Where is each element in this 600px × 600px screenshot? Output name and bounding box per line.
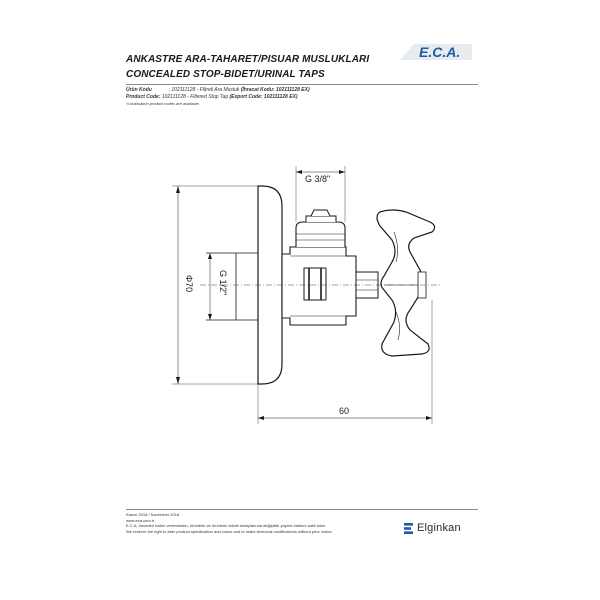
dim-60: 60 xyxy=(339,406,350,416)
elginkan-text: Elginkan xyxy=(417,522,461,534)
dim-g12: G 1/2" xyxy=(218,270,228,296)
code-value-tr: : 102111128 - Filtreli Ara Musluk xyxy=(168,87,240,93)
footer-date: Kasım 2018 / November 2018 xyxy=(126,512,180,517)
dim-g38: G 3/8" xyxy=(305,174,331,184)
footer-note-en: We reserve the right to alter product specification and colors and to make technical modifications without prior notice. xyxy=(126,528,333,534)
code-label-tr: Ürün Kodu xyxy=(126,87,152,93)
dim-phi70: Φ70 xyxy=(184,275,194,293)
code-export-tr: (İhracat Kodu: 102111128 EX) xyxy=(240,87,310,93)
title-tr: ANKASTRE ARA-TAHARET/PISUAR MUSLUKLARI xyxy=(126,54,370,65)
eca-logo-text: E.C.A. xyxy=(419,44,461,60)
top-outlet xyxy=(296,222,345,247)
title-en: CONCEALED STOP-BIDET/URINAL TAPS xyxy=(126,69,325,80)
elginkan-logo xyxy=(404,521,461,535)
footer-url: www.eca.com.tr xyxy=(126,517,155,523)
code-label-en: Product Code: xyxy=(126,94,161,100)
footer-note-tr: E.C.A. önceden haber vermeksizin, ürünlerin ve ürünlerin teknik detaylarında değişiklik yapma hakkını saklı tutar. xyxy=(126,523,326,529)
code-value-en: 102111128 - Filtered Stop Tap xyxy=(161,94,229,100)
center-port xyxy=(304,268,326,300)
footer-text xyxy=(126,512,396,534)
code-export-en: (Export Code: 102111128 EX) xyxy=(229,94,298,100)
elginkan-mark-icon xyxy=(404,523,414,534)
code-note: *Localisation product codes are available. xyxy=(126,101,200,106)
